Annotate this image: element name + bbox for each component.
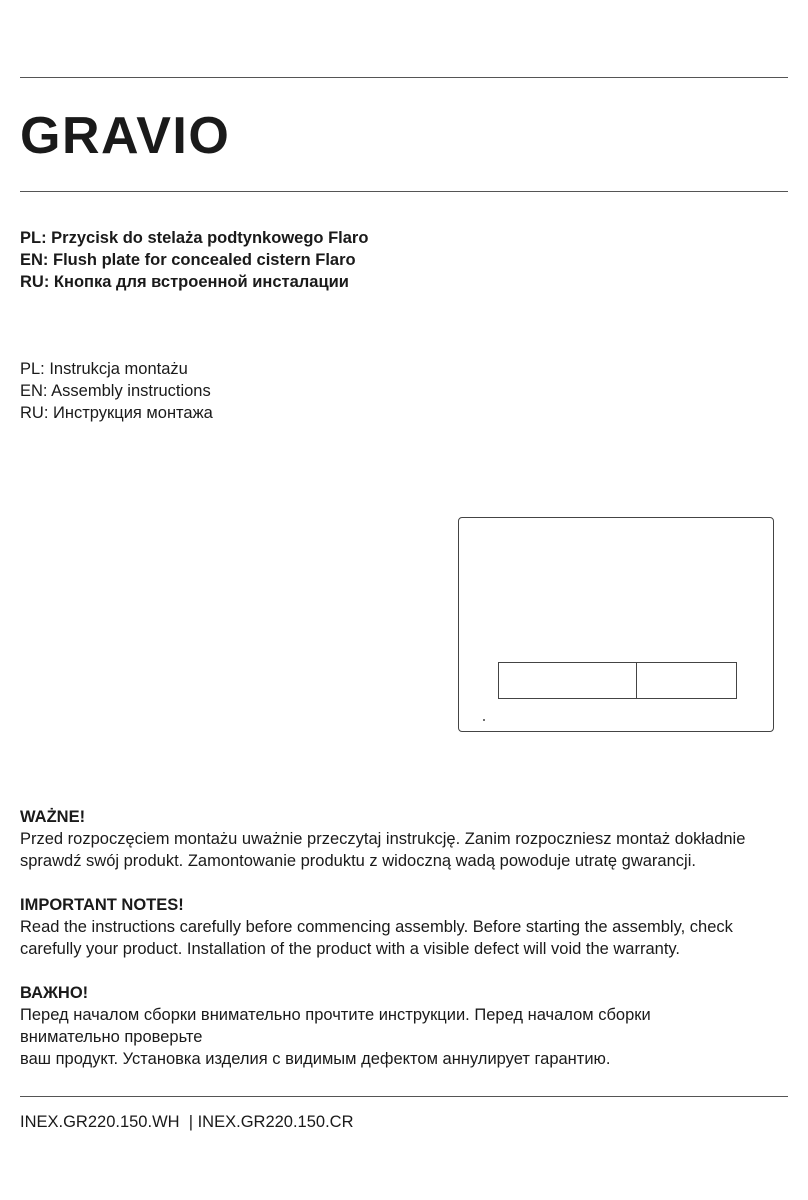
important-notes xyxy=(20,806,795,1092)
flush-plate-dot xyxy=(483,719,485,721)
brand-logo-text: GRAVIO xyxy=(20,107,231,165)
footer-divider xyxy=(20,1096,788,1097)
product-codes: INEX.GR220.150.WH | INEX.GR220.150.CR xyxy=(20,1113,354,1131)
top-divider xyxy=(20,77,788,78)
notes-ru-heading: ВАЖНО! xyxy=(20,984,89,1002)
product-titles xyxy=(20,227,368,293)
notes-en-heading: IMPORTANT NOTES! xyxy=(20,896,184,914)
notes-en-line-2: carefully your product. Installation of the product with a visible defect will void the warranty. xyxy=(20,940,681,958)
notes-pl xyxy=(20,806,795,872)
title-pl: PL: Przycisk do stelaża podtynkowego Flaro xyxy=(20,229,369,247)
subtitle-pl: PL: Instrukcja montażu xyxy=(20,360,188,378)
subtitle-ru: RU: Инструкция монтажа xyxy=(20,404,213,422)
notes-pl-line-2: sprawdź swój produkt. Zamontowanie produktu z widoczną wadą powoduje utratę gwarancji. xyxy=(20,852,696,870)
flush-plate-large-button xyxy=(498,662,637,699)
subtitle-en: EN: Assembly instructions xyxy=(20,382,211,400)
notes-ru-line-3: ваш продукт. Установка изделия с видимым дефектом аннулирует гарантию. xyxy=(20,1050,611,1068)
notes-ru-line-2: внимательно проверьте xyxy=(20,1028,203,1046)
notes-ru-line-1: Перед началом сборки внимательно прочтите инструкции. Перед началом сборки xyxy=(20,1006,651,1024)
instruction-subtitles xyxy=(20,358,213,424)
flush-plate-illustration xyxy=(458,517,774,732)
notes-pl-heading: WAŻNE! xyxy=(20,808,86,826)
flush-plate-small-button xyxy=(636,662,737,699)
header-divider xyxy=(20,191,788,192)
notes-pl-line-1: Przed rozpoczęciem montażu uważnie przeczytaj instrukcję. Zanim rozpoczniesz montaż dokładnie xyxy=(20,830,746,848)
notes-en-line-1: Read the instructions carefully before commencing assembly. Before starting the assembly, check xyxy=(20,918,733,936)
title-en: EN: Flush plate for concealed cistern Flaro xyxy=(20,251,356,269)
notes-en xyxy=(20,894,795,960)
title-ru: RU: Кнопка для встроенной инсталации xyxy=(20,273,349,291)
notes-ru xyxy=(20,982,795,1070)
